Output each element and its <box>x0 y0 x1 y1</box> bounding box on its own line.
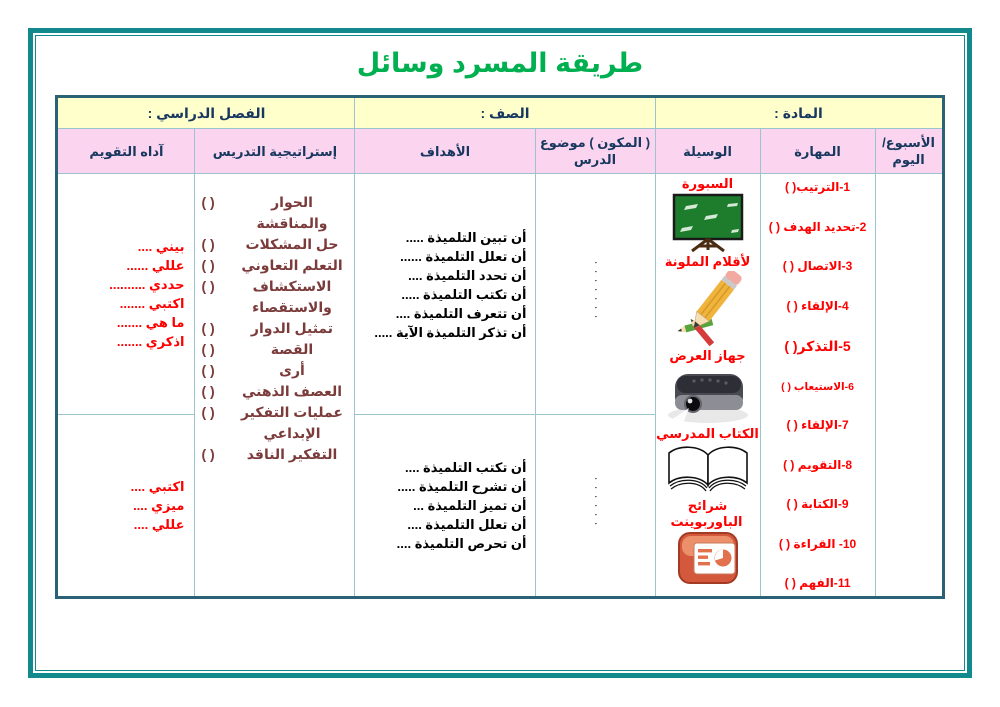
topic-cell-1 <box>535 174 655 415</box>
colored-pencils-label: لأقلام الملونة <box>664 254 751 269</box>
strategy-item-label: القصة <box>270 341 314 357</box>
chalkboard-label: السبورة <box>681 176 734 191</box>
evaluation-item: حددي .......... <box>109 277 185 293</box>
skill-item: 2-تحديد الهدف ( ) <box>768 219 867 234</box>
col-topic: ( المكون ) موضوع الدرس <box>535 129 655 174</box>
col-means: الوسيلة <box>655 129 760 174</box>
projector-label: جهاز العرض <box>669 348 746 363</box>
objective-item: أن تذكر التلميذة الآية ..... <box>374 325 527 341</box>
page-inner <box>35 35 965 671</box>
semester-header: الفصل الدراسي : <box>57 97 355 129</box>
colored-pencils-image <box>669 271 747 347</box>
objective-item: أن تتعرف التلميذة .... <box>395 306 527 322</box>
evaluation-item: ما هي ....... <box>116 315 185 331</box>
strategy-checkbox-parens: ( ) <box>201 362 215 378</box>
strategy-item-label: التعلم التعاوني <box>241 257 343 273</box>
objectives-list-1 <box>355 228 534 360</box>
evaluation-item: اكتبي ....... <box>119 296 185 312</box>
page-frame <box>28 28 972 678</box>
body-row-1 <box>57 174 943 415</box>
evaluation-item: ميزي .... <box>133 498 185 514</box>
strategy-item <box>201 213 350 234</box>
strategy-checkbox-parens: ( ) <box>201 257 215 273</box>
strategy-checkbox-parens: ( ) <box>201 278 215 294</box>
strategy-item <box>201 276 350 297</box>
strategy-item-label: الإبداعي <box>263 425 321 441</box>
objective-item: أن تحدد التلميذة .... <box>408 268 527 284</box>
top-header-row <box>57 97 943 129</box>
skills-list <box>761 174 875 596</box>
skill-item: 9-الكتابة ( ) <box>786 497 849 511</box>
page-title: طريقة المسرد وسائل <box>356 48 644 78</box>
topic-dotted-line-1: ▪▪▪▪▪▪▪ <box>593 260 599 324</box>
evaluation-item: اذكري ....... <box>116 334 185 350</box>
chalkboard-image <box>668 193 748 253</box>
strategy-checkbox-parens: ( ) <box>201 320 215 336</box>
strategy-item-label: تمثيل الدوار <box>250 320 334 336</box>
textbook-label: الكتاب المدرسي <box>656 426 759 441</box>
evaluation-item: عللي .... <box>133 517 185 533</box>
strategy-item <box>201 402 350 423</box>
means-cell <box>655 174 760 598</box>
col-evaluation: آداه التقويم <box>57 129 195 174</box>
col-strategy: إستراتيجية التدريس <box>195 129 355 174</box>
objective-item: أن تبين التلميذة ..... <box>405 230 527 246</box>
objective-item: أن تشرح التلميذة ..... <box>397 479 527 495</box>
skill-item: 8-التقويم ( ) <box>783 457 852 472</box>
strategy-item-label: الاستكشاف <box>252 278 332 294</box>
skill-item: 1-الترتيب( ) <box>784 180 851 194</box>
strategy-item <box>201 318 350 339</box>
strategy-checkbox-parens: ( ) <box>201 404 215 420</box>
strategy-checkbox-parens: ( ) <box>201 194 215 210</box>
strategy-item-label: عمليات التفكير <box>240 404 343 420</box>
strategy-item-label: والاستقصاء <box>252 299 332 315</box>
col-skill: المهارة <box>760 129 875 174</box>
strategy-checkbox-parens: ( ) <box>201 446 215 462</box>
strategy-list <box>195 174 354 596</box>
subject-header: المادة : <box>655 97 943 129</box>
evaluation-item: اكتبي .... <box>130 479 185 495</box>
objectives-list-2 <box>355 458 534 553</box>
topic-dotted-line-2: ▪▪▪▪▪▪ <box>593 476 599 531</box>
col-objectives: الأهداف <box>355 129 535 174</box>
objective-item: أن تحرص التلميذة .... <box>396 536 527 552</box>
objectives-cell-2 <box>355 415 535 598</box>
skill-item: 5-التذكر( ) <box>784 338 851 354</box>
evaluation-cell-2 <box>57 415 195 598</box>
strategy-item-label: التفكير الناقد <box>246 446 338 462</box>
evaluation-list-1 <box>58 237 194 351</box>
evaluation-cell-1 <box>57 174 195 415</box>
objective-item: أن تميز التلميذة ... <box>413 498 527 514</box>
objective-item: أن تكتب التلميذة .... <box>404 460 527 476</box>
strategy-cell <box>195 174 355 598</box>
class-header: الصف : <box>355 97 655 129</box>
strategy-checkbox-parens: ( ) <box>201 383 215 399</box>
strategy-item-label: العصف الذهني <box>241 383 342 399</box>
skill-item: 11-الفهم ( ) <box>784 576 851 590</box>
lesson-plan-table <box>55 95 944 599</box>
skill-item: 6-الاستيعاب ( ) <box>781 380 854 393</box>
projector-image <box>664 365 752 425</box>
skill-item: 10- القراءة ( ) <box>778 536 857 551</box>
strategy-item-label: والمناقشة <box>256 215 328 231</box>
topic-cell-2 <box>535 415 655 598</box>
open-book-image <box>664 443 752 497</box>
objective-item: أن تكتب التلميذة ..... <box>401 287 527 303</box>
strategy-item <box>201 234 350 255</box>
strategy-item <box>201 381 350 402</box>
column-header-row <box>57 129 943 174</box>
strategy-item-label: حل المشكلات <box>245 236 339 252</box>
week-day-cell <box>875 174 943 598</box>
objective-item: أن تعلل التلميذة ...... <box>400 249 527 265</box>
strategy-item <box>201 444 350 465</box>
strategy-item <box>201 192 350 213</box>
strategy-checkbox-parens: ( ) <box>201 341 215 357</box>
strategy-item <box>201 255 350 276</box>
means-list <box>656 174 760 596</box>
strategy-checkbox-parens: ( ) <box>201 236 215 252</box>
evaluation-list-2 <box>58 477 194 534</box>
strategy-item <box>201 423 350 444</box>
col-week-day: الأسبوع/اليوم <box>875 129 943 174</box>
strategy-item-label: أرى <box>279 362 305 378</box>
skill-cell <box>760 174 875 598</box>
skill-item: 7-الإلقاء ( ) <box>786 418 849 432</box>
skill-item: 4-الإلقاء ( ) <box>786 298 849 313</box>
skill-item: 3-الاتصال ( ) <box>782 259 853 273</box>
strategy-item <box>201 360 350 381</box>
evaluation-item: عللي ...... <box>126 258 185 274</box>
objectives-cell-1 <box>355 174 535 415</box>
evaluation-item: بيني .... <box>137 239 185 255</box>
powerpoint-label: شرائح الباوربوينت <box>670 498 743 529</box>
powerpoint-image <box>677 531 739 585</box>
strategy-item <box>201 297 350 318</box>
strategy-item-label: الحوار <box>271 194 313 210</box>
objective-item: أن تعلل التلميذة .... <box>407 517 527 533</box>
strategy-item <box>201 339 350 360</box>
